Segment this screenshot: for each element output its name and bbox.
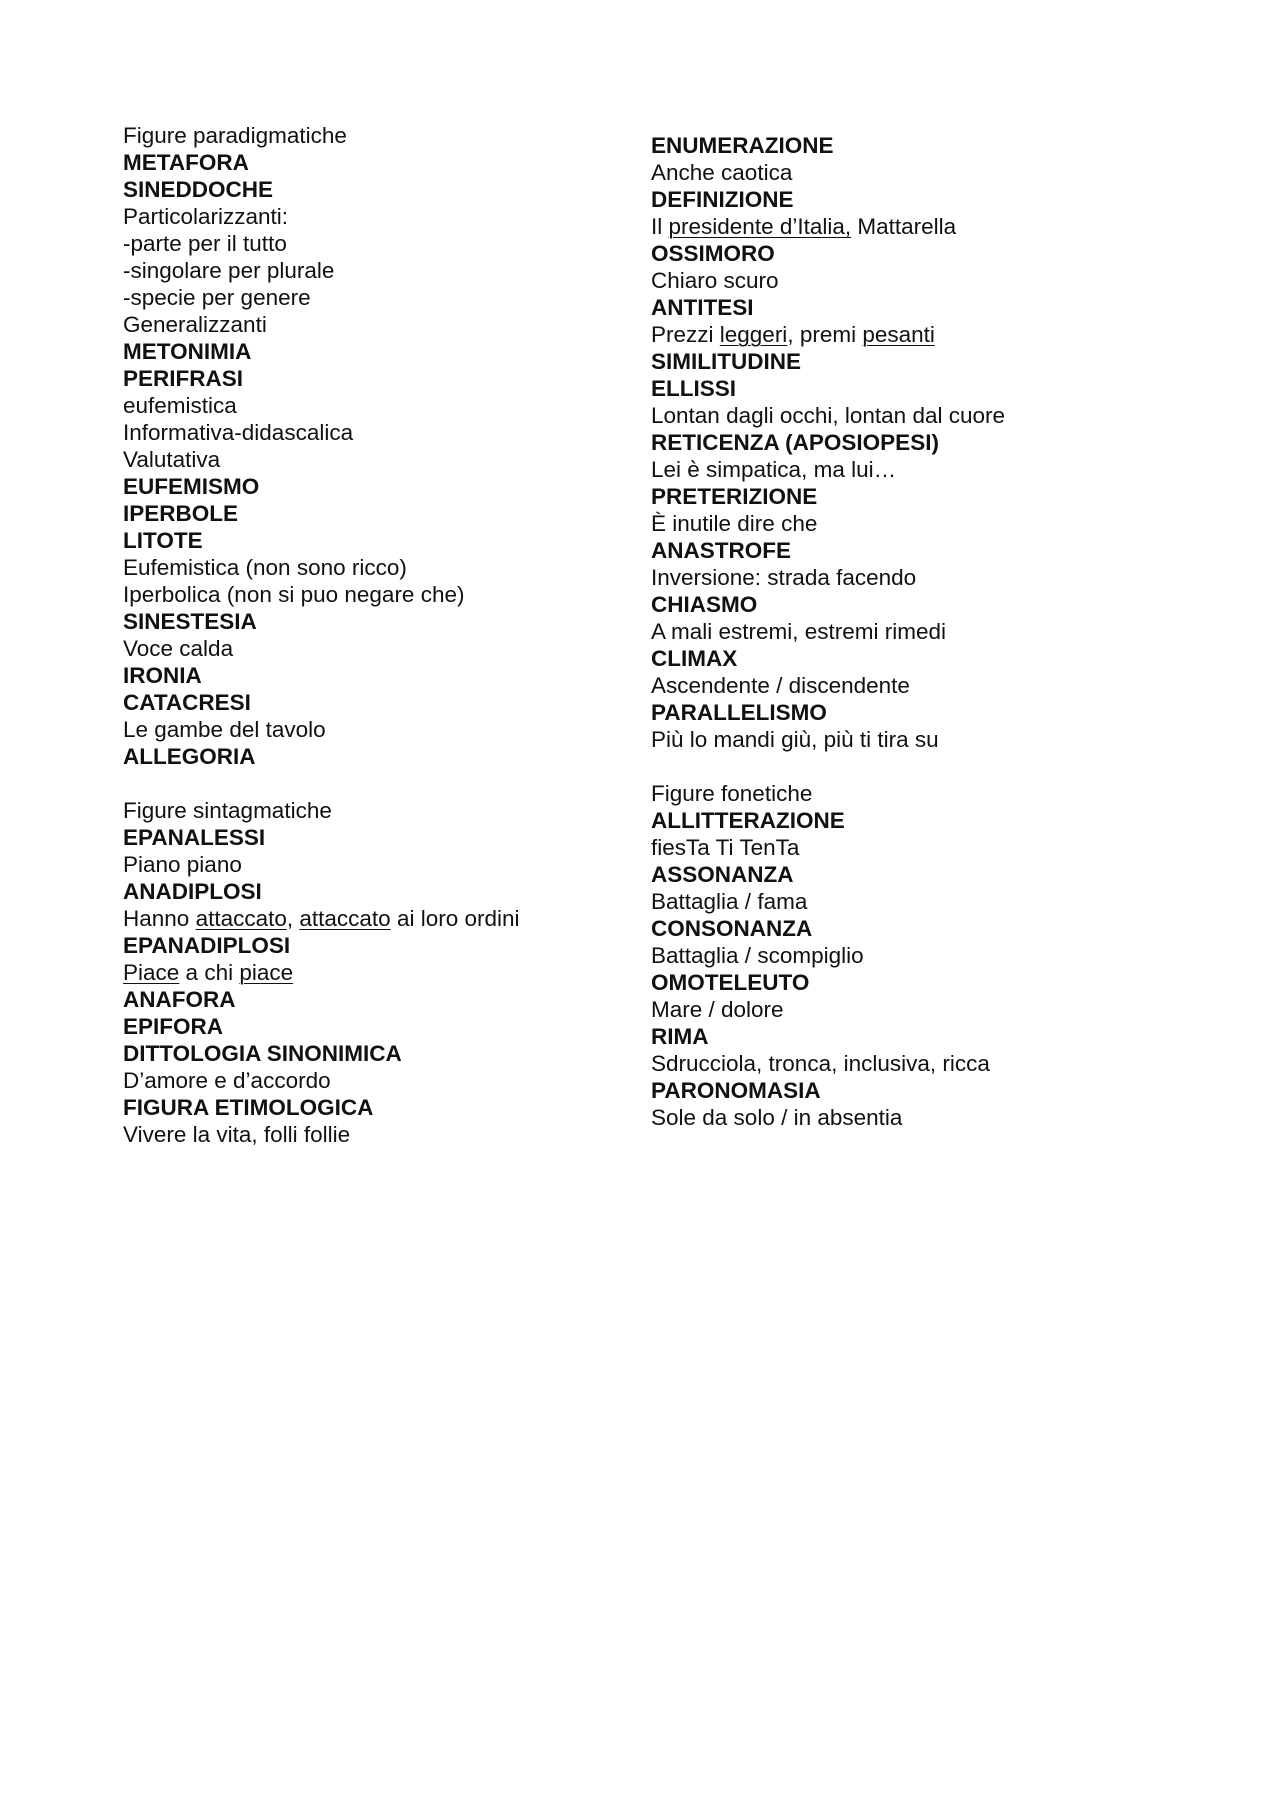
figure-term-epifora: EPIFORA [123,1014,224,1039]
text-fragment: Il [651,214,669,239]
line-text: Lontan dagli occhi, lontan dal cuore [651,403,1006,428]
figure-term-ossimoro: OSSIMORO [651,241,775,266]
figure-term-dittologia-sinonimica: DITTOLOGIA SINONIMICA [123,1041,402,1066]
line-text: Anche caotica [651,160,793,185]
figure-term-omoteleuto: OMOTELEUTO [651,970,810,995]
line-text: Voce calda [123,636,234,661]
figure-term-allegoria: ALLEGORIA [123,744,256,769]
figure-term-antitesi: ANTITESI [651,295,754,320]
figure-term-paronomasia: PARONOMASIA [651,1078,821,1103]
figure-term-sinestesia: SINESTESIA [123,609,257,634]
line-text: Generalizzanti [123,312,267,337]
figure-term-reticenza-aposiopesi: RETICENZA (APOSIOPESI) [651,430,939,455]
figure-term-eufemismo: EUFEMISMO [123,474,260,499]
example-line [651,213,1211,240]
underlined-text: presidente d’Italia, [668,214,852,239]
line-text: -singolare per plurale [123,258,335,283]
figure-term-chiasmo: CHIASMO [651,592,758,617]
figure-term-figura-etimologica: FIGURA ETIMOLOGICA [123,1095,374,1120]
line-text: Battaglia / scompiglio [651,943,864,968]
section-spacer [651,753,1211,780]
figure-term-definizione: DEFINIZIONE [651,187,794,212]
underlined-text: leggeri [719,322,788,347]
line-text: Figure paradigmatiche [123,123,347,148]
line-text: Lei è simpatica, ma lui… [651,457,897,482]
figure-term-litote: LITOTE [123,528,203,553]
right-column [651,132,1211,1131]
figure-term-assonanza: ASSONANZA [651,862,794,887]
line-text: Più lo mandi giù, più ti tira su [651,727,939,752]
figure-term-perifrasi: PERIFRASI [123,366,244,391]
figure-term-rima: RIMA [651,1024,709,1049]
text-fragment: , [286,906,300,931]
line-text: Sole da solo / in absentia [651,1105,903,1130]
line-text: fiesTa Ti TenTa [651,835,800,860]
line-text: Figure sintagmatiche [123,798,332,823]
line-text: Vivere la vita, folli follie [123,1122,351,1147]
line-text: Chiaro scuro [651,268,779,293]
text-fragment: Mattarella [851,214,957,239]
figure-term-sineddoche: SINEDDOCHE [123,177,274,202]
line-text: Sdrucciola, tronca, inclusiva, ricca [651,1051,990,1076]
line-text: Valutativa [123,447,221,472]
line-text: Battaglia / fama [651,889,808,914]
left-column [123,122,643,1148]
line-text: A mali estremi, estremi rimedi [651,619,947,644]
figure-term-epanalessi: EPANALESSI [123,825,266,850]
text-fragment: Prezzi [651,322,720,347]
figure-term-ellissi: ELLISSI [651,376,737,401]
line-text: Figure fonetiche [651,781,813,806]
line-text: Mare / dolore [651,997,784,1022]
line-text: eufemistica [123,393,237,418]
line-text: Eufemistica (non sono ricco) [123,555,407,580]
line-text: Particolarizzanti: [123,204,289,229]
line-text: -parte per il tutto [123,231,287,256]
figure-term-catacresi: CATACRESI [123,690,251,715]
underlined-text: pesanti [862,322,935,347]
line-text: Piano piano [123,852,242,877]
text-fragment: a chi [179,960,240,985]
line-text: Iperbolica (non si puo negare che) [123,582,465,607]
line-text: Ascendente / discendente [651,673,910,698]
line-text: È inutile dire che [651,511,818,536]
figure-term-ironia: IRONIA [123,663,202,688]
line-text: Inversione: strada facendo [651,565,917,590]
figure-term-metonimia: METONIMIA [123,339,252,364]
text-fragment: , premi [787,322,863,347]
example-line [123,959,643,986]
line-text: Informativa-didascalica [123,420,354,445]
figure-term-epanadiplosi: EPANADIPLOSI [123,933,291,958]
figure-term-preterizione: PRETERIZIONE [651,484,818,509]
figure-term-parallelismo: PARALLELISMO [651,700,827,725]
figure-term-climax: CLIMAX [651,646,738,671]
figure-term-allitterazione: ALLITTERAZIONE [651,808,845,833]
figure-term-metafora: METAFORA [123,150,249,175]
section-spacer [123,770,643,797]
figure-term-similitudine: SIMILITUDINE [651,349,801,374]
figure-term-enumerazione: ENUMERAZIONE [651,133,834,158]
underlined-text: attaccato [195,906,287,931]
underlined-text: attaccato [299,906,391,931]
text-fragment: ai loro ordini [390,906,520,931]
figure-term-consonanza: CONSONANZA [651,916,813,941]
figure-term-anafora: ANAFORA [123,987,236,1012]
line-text: D’amore e d’accordo [123,1068,331,1093]
figure-term-iperbole: IPERBOLE [123,501,239,526]
underlined-text: piace [239,960,294,985]
underlined-text: Piace [123,960,180,985]
line-text: Le gambe del tavolo [123,717,326,742]
line-text: -specie per genere [123,285,311,310]
figure-term-anadiplosi: ANADIPLOSI [123,879,262,904]
example-line [123,905,643,932]
text-fragment: Hanno [123,906,196,931]
figure-term-anastrofe: ANASTROFE [651,538,791,563]
example-line [651,321,1211,348]
